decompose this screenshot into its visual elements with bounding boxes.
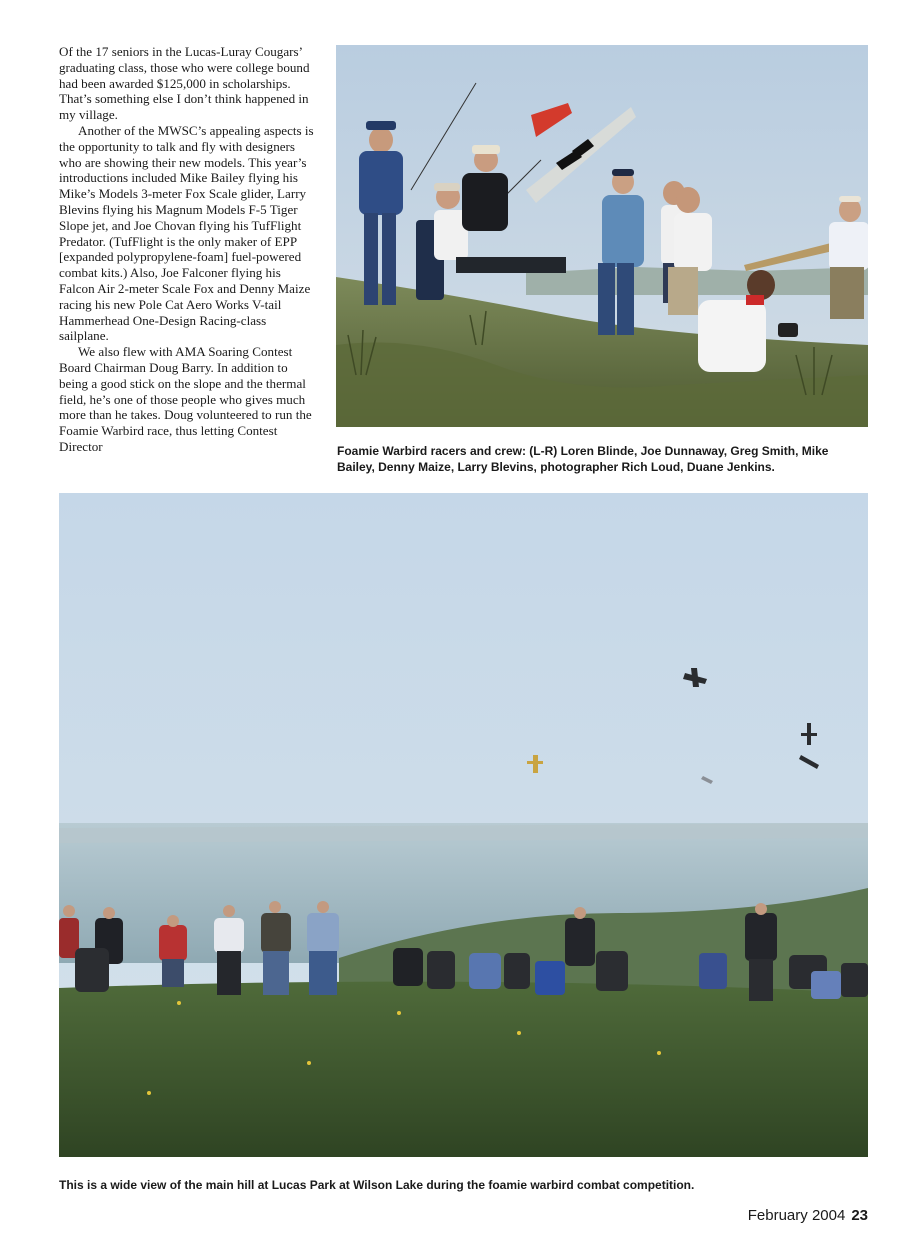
article-paragraph-3: We also flew with AMA Soaring Contest Board Chairman Doug Barry. In addition to being a good stick on the slope and the thermal field, he’s one of those people who gives much more than he takes. Doug volunteered to run the Foamie Warbird race, thus letting Contest Director	[59, 344, 312, 454]
article-paragraph-2: Another of the MWSC’s appealing aspects is the opportunity to talk and fly with designers who are showing their new models. This year’s introductions included Mike Bailey flying his Mike’s Models 3-meter Fox Scale glider, Larry Blevins flying his Magnum Models F-5 Tiger Slope jet, and Joe Chovan flying his TufFlight Predator. (TufFlight is the only maker of EPP [expanded polypropylene-foam] fuel-powered combat kits.) Also, Joe Falconer flying his Falcon Air 2-meter Scale Fox and Denny Maize racing his new Pole Cat Aero Works V-tail Hammerhead One-Design Racing-class sailplane.	[59, 122, 314, 344]
lucas-park-hill-photo	[59, 493, 868, 1157]
racers-crew-photo-caption: Foamie Warbird racers and crew: (L-R) Loren Blinde, Joe Dunnaway, Greg Smith, Mike Bailey, Denny Maize, Larry Blevins, photographer Rich Loud, Duane Jenkins.	[337, 444, 829, 474]
page-footer	[748, 1207, 868, 1224]
article-paragraph-1: Of the 17 seniors in the Lucas-Luray Cougars’ graduating class, those who were college bound had been awarded $125,000 in scholarships. That’s something else I don’t think happened in my village.	[59, 44, 310, 123]
lucas-park-hill-photo-caption: This is a wide view of the main hill at Lucas Park at Wilson Lake during the foamie warbird combat competition.	[59, 1178, 695, 1192]
issue-date: February 2004	[747, 1207, 846, 1224]
page-number: 23	[851, 1207, 868, 1224]
racers-crew-photo	[336, 45, 868, 427]
article-text-column	[59, 44, 315, 455]
